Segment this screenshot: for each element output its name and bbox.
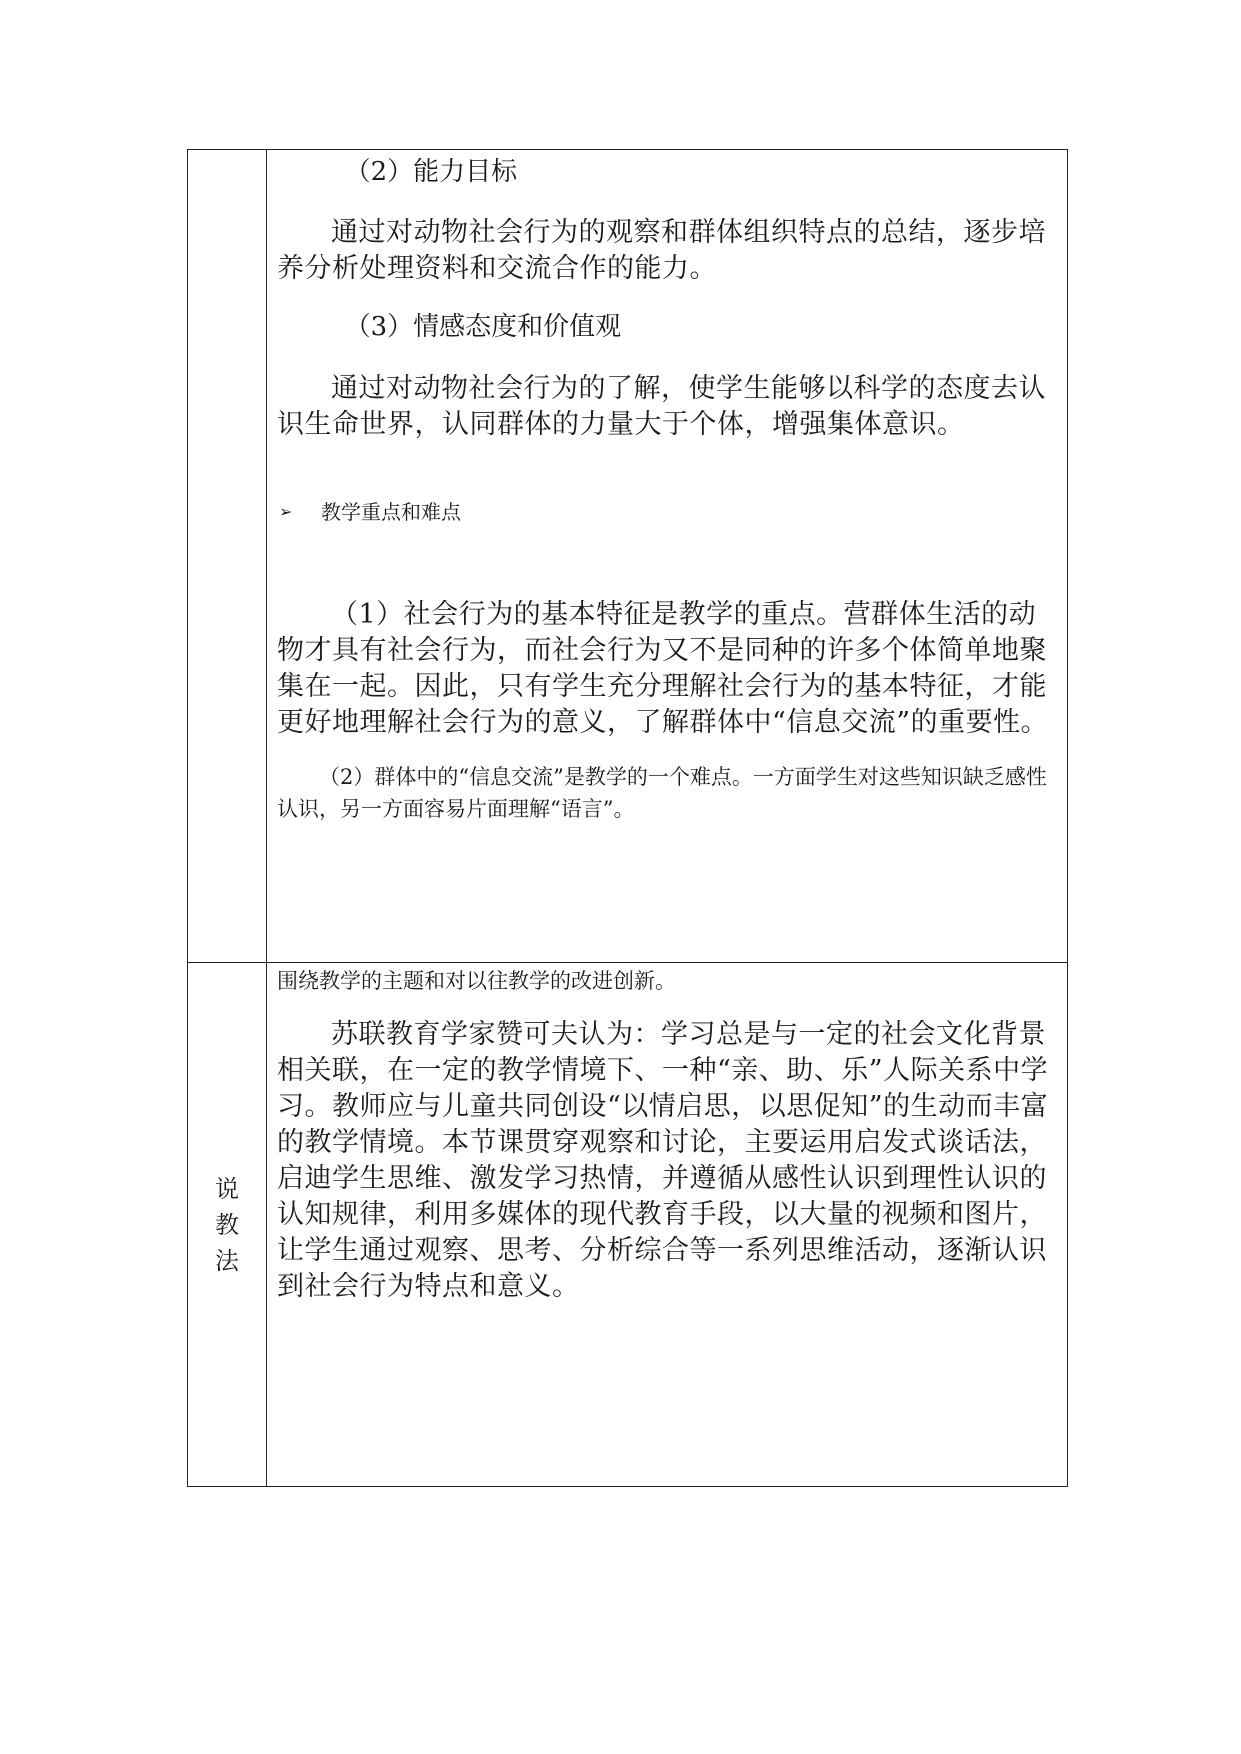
ability-text: 通过对动物社会行为的观察和群体组织特点的总结，逐步培养分析处理资料和交流合作的能力。: [277, 217, 1046, 284]
lesson-plan-table: [187, 149, 1068, 1487]
method-text: 苏联教育学家赞可夫认为：学习总是与一定的社会文化背景相关联，在一定的教学情境下、一种“亲、助、乐”人际关系中学习。教师应与儿童共同创设“以情启思，以思促知”的生动而丰富的教学情境。本节课贯穿观察和讨论，主要运用启发式谈话法，启迪学生思维、激发学习热情，并遵循从感性认识到理性认识的认知规律，利用多媒体的现代教育手段，以大量的视频和图片，让学生通过观察、思考、分析综合等一系列思维活动，逐渐认识到社会行为特点和意义。: [277, 1019, 1049, 1302]
method-label-char-1: 说: [215, 1174, 239, 1203]
method-label-char-2: 教: [215, 1210, 239, 1239]
method-label-cell: [188, 963, 267, 1487]
key-points-heading: 教学重点和难点: [321, 500, 461, 524]
objectives-row: [188, 150, 1068, 963]
objectives-label-cell: [188, 150, 267, 963]
key-point-2: （2）群体中的“信息交流”是教学的一个难点。一方面学生对这些知识缺乏感性认识，另一方面容易片面理解“语言”。: [277, 765, 1047, 821]
key-points-heading-line: [277, 497, 1055, 527]
attitude-heading: （3）情感态度和价值观: [344, 312, 622, 342]
method-row: [188, 963, 1068, 1487]
ability-heading: （2）能力目标: [344, 157, 518, 187]
arrow-bullet-icon: ➢: [279, 502, 293, 521]
method-label-char-3: 法: [215, 1246, 239, 1275]
method-intro: 围绕教学的主题和对以往教学的改进创新。: [277, 969, 676, 993]
key-point-1: （1）社会行为的基本特征是教学的重点。营群体生活的动物才具有社会行为，而社会行为又不是同种的许多个体简单地聚集在一起。因此，只有学生充分理解社会行为的基本特征，才能更好地理解社会行为的意义，了解群体中“信息交流”的重要性。: [277, 599, 1049, 738]
objectives-content-cell: [267, 150, 1068, 963]
attitude-text: 通过对动物社会行为的了解，使学生能够以科学的态度去认识生命世界，认同群体的力量大于个体，增强集体意识。: [277, 373, 1046, 440]
method-content-cell: [267, 963, 1068, 1487]
